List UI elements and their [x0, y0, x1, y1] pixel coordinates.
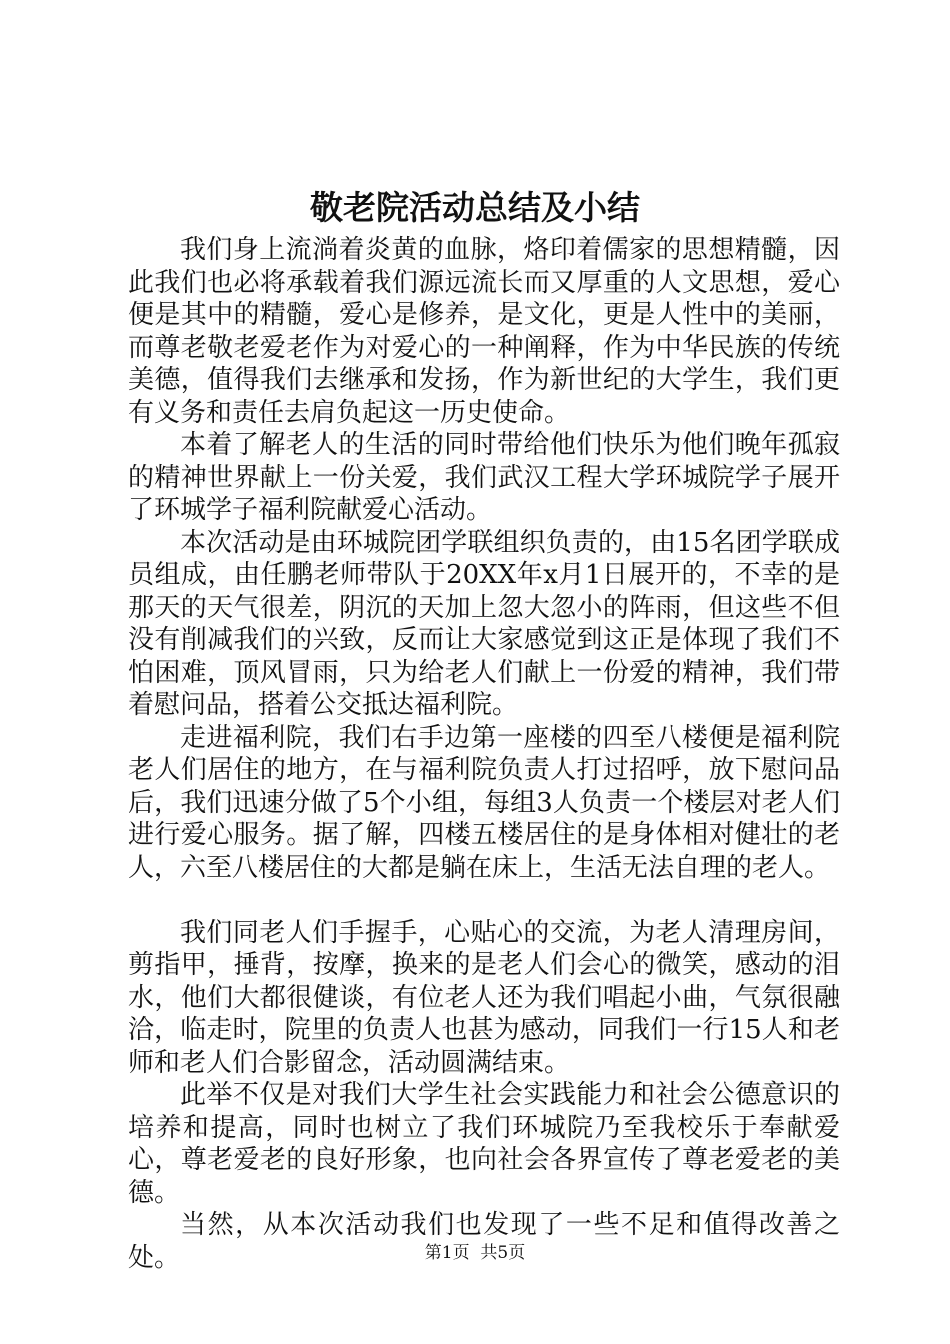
page-number-total: 共5页 [480, 1243, 526, 1263]
page-number-current: 第1页 [424, 1243, 470, 1263]
document-title: 敬老院活动总结及小结 [310, 188, 640, 227]
paragraph-4: 走进福利院，我们右手边第一座楼的四至八楼便是福利院老人们居住的地方，在与福利院负责人打过招呼，放下慰问品后，我们迅速分做了5个小组，每组3人负责一个楼层对老人们进行爱心服务。据了解，四楼五楼居住的是身体相对健壮的老人，六至八楼居住的大都是躺在床上，生活无法自理的老人。 [128, 722, 840, 883]
paragraph-3: 本次活动是由环城院团学联组织负责的，由15名团学联成员组成，由任鹏老师带队于20XX年x月1日展开的，不幸的是那天的天气很差，阴沉的天加上忽大忽小的阵雨，但这些不但没有削减我们的兴致，反而让大家感觉到这正是体现了我们不怕困难，顶风冒雨，只为给老人们献上一份爱的精神，我们带着慰问品，搭着公交抵达福利院。 [128, 527, 840, 720]
paragraph-2: 本着了解老人的生活的同时带给他们快乐为他们晚年孤寂的精神世界献上一份关爱，我们武汉工程大学环城院学子展开了环城学子福利院献爱心活动。 [128, 430, 840, 525]
paragraph-7: 当然，从本次活动我们也发现了一些不足和值得改善之处。 [128, 1210, 840, 1273]
page-footer [0, 1242, 950, 1264]
document-body [128, 234, 840, 1274]
paragraph-5: 我们同老人们手握手，心贴心的交流，为老人清理房间，剪指甲，捶背，按摩，换来的是老人们会心的微笑，感动的泪水，他们大都很健谈，有位老人还为我们唱起小曲，气氛很融洽，临走时，院里的负责人也甚为感动，同我们一行15人和老师和老人们合影留念，活动圆满结束。 [128, 917, 840, 1078]
paragraph-1: 我们身上流淌着炎黄的血脉，烙印着儒家的思想精髓，因此我们也必将承载着我们源远流长而又厚重的人文思想，爱心便是其中的精髓，爱心是修养，是文化，更是人性中的美丽，而尊老敬老爱老作为对爱心的一种阐释，作为中华民族的传统美德，值得我们去继承和发扬，作为新世纪的大学生，我们更有义务和责任去肩负起这一历史使命。 [128, 235, 840, 428]
paragraph-6: 此举不仅是对我们大学生社会实践能力和社会公德意识的培养和提高，同时也树立了我们环城院乃至我校乐于奉献爱心，尊老爱老的良好形象，也向社会各界宣传了尊老爱老的美德。 [128, 1080, 840, 1208]
